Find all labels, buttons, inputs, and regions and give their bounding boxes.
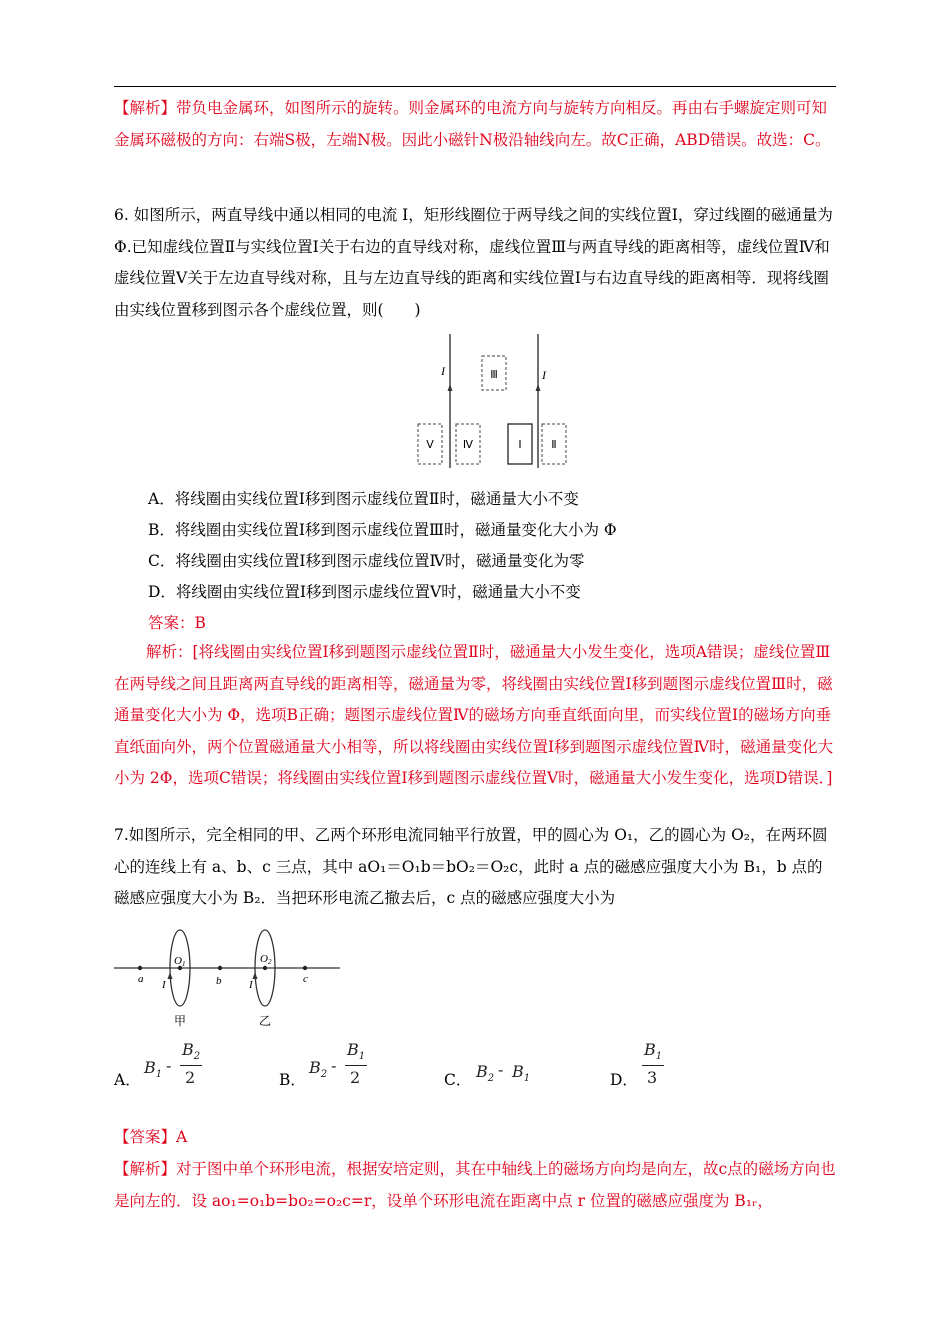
- label-o1-main: O: [174, 955, 182, 967]
- choice-b-term1-main: B: [309, 1058, 321, 1077]
- right-current-arrow-icon: [536, 384, 541, 391]
- q6-option-c: C．将线圈由实线位置Ⅰ移到图示虚线位置Ⅳ时，磁通量变化为零: [148, 552, 585, 570]
- current-label-right: I: [542, 368, 546, 382]
- q7-analysis: 【解析】对于图中单个环形电流，根据安培定则，其在中轴线上的磁场方向均是向左，故c点的磁场方向也是向左的．设 ao₁=o₁b=bo₂=o₂c=r，设单个环形电流在距离中点 r 位置的磁感应强度为 B₁ᵣ，: [114, 1160, 836, 1210]
- choice-a-num: [182, 1040, 200, 1062]
- choice-b-num-main: B: [347, 1040, 359, 1059]
- choice-c-term2-main: B: [512, 1062, 524, 1081]
- choice-b-term1: [309, 1058, 327, 1080]
- analysis-text: 带负电金属环，如图所示的旋转。则金属环的电流方向与旋转方向相反。再由右手螺旋定则可知金属环磁极的方向：右端S极，左端N极。因此小磁针N极沿轴线向左。故C正确，ABD错误。故选：C。: [114, 99, 831, 149]
- analysis-tag: 【解析】: [114, 99, 177, 117]
- box-III-label: Ⅲ: [490, 369, 498, 381]
- choice-d-num: [644, 1040, 662, 1062]
- choice-d-num-main: B: [644, 1040, 656, 1059]
- q6-answer: 答案：B: [148, 614, 206, 632]
- choice-b-label: B．: [279, 1071, 306, 1089]
- ring2-current-arrow-icon: [253, 972, 258, 979]
- point-b: [218, 966, 222, 970]
- choice-a-op: -: [166, 1056, 172, 1075]
- analysis-top: [114, 93, 838, 156]
- q6-figure: [414, 330, 574, 470]
- choice-b-num: [347, 1040, 365, 1062]
- choice-d-bar: [642, 1065, 664, 1066]
- box-II-label: Ⅱ: [551, 439, 557, 451]
- choice-d-den: 3: [647, 1068, 658, 1087]
- choice-c-term1: [476, 1062, 494, 1084]
- choice-d-num-sub: 1: [655, 1051, 663, 1063]
- choice-a-num-main: B: [182, 1040, 194, 1059]
- current-label-left: I: [441, 364, 445, 378]
- point-o2: [263, 966, 267, 970]
- box-V-label: Ⅴ: [426, 439, 434, 451]
- box-IV-label: Ⅳ: [462, 439, 474, 451]
- choice-a-bar: [180, 1065, 202, 1066]
- choice-b-den: 2: [350, 1068, 361, 1087]
- label-o2: [260, 953, 272, 966]
- choice-b-bar: [345, 1065, 367, 1066]
- choice-c-term2: [512, 1062, 530, 1084]
- q6-option-b: B．将线圈由实线位置Ⅰ移到图示虚线位置Ⅲ时，磁通量变化大小为 Φ: [148, 521, 617, 539]
- choice-b-op: -: [331, 1056, 337, 1075]
- q6-option-d: D．将线圈由实线位置Ⅰ移到图示虚线位置Ⅴ时，磁通量大小不变: [148, 583, 581, 601]
- q6-stem: 6. 如图所示，两直导线中通以相同的电流 I，矩形线圈位于两导线之间的实线位置Ⅰ，穿过线圈的磁通量为 Φ.已知虚线位置Ⅱ与实线位置Ⅰ关于右边的直导线对称，虚线位置Ⅲ与两直导线的距离相等，虚线位置Ⅳ和虚线位置Ⅴ关于左边直导线对称，且与左边直导线的距离和实线位置Ⅰ与右边直导线的距离相等．现将线圈由实线位置移到图示各个虚线位置，则( ): [114, 206, 833, 319]
- q7-choice-c: [444, 1040, 564, 1096]
- choice-d-label: D．: [610, 1071, 638, 1089]
- choice-c-term1-main: B: [476, 1062, 488, 1081]
- choice-c-term2-sub: 1: [523, 1073, 531, 1085]
- label-yi: 乙: [259, 1014, 272, 1028]
- point-c: [303, 966, 307, 970]
- label-i2: I: [249, 979, 253, 991]
- choice-a-term1-main: B: [144, 1058, 156, 1077]
- choice-a-den: 2: [185, 1068, 196, 1087]
- choice-a-label: A．: [114, 1071, 141, 1089]
- choice-b-num-sub: 1: [358, 1051, 366, 1063]
- q6-option-a: A．将线圈由实线位置Ⅰ移到图示虚线位置Ⅱ时，磁通量大小不变: [148, 490, 579, 508]
- q6-analysis: 解析：[将线圈由实线位置Ⅰ移到题图示虚线位置Ⅱ时，磁通量大小发生变化，选项A错误；虚线位置Ⅲ在两导线之间且距离两直导线的距离相等，磁通量为零，将线圈由实线位置Ⅰ移到题图示虚线位置Ⅲ时，磁通量变化大小为 Φ，选项B正确；题图示虚线位置Ⅳ的磁场方向垂直纸面向里，而实线位置Ⅰ的磁场方向垂直纸面向外，两个位置磁通量大小相等，所以将线圈由实线位置Ⅰ移到题图示虚线位置Ⅳ时，磁通量变化大小为 2Φ，选项C错误；将线圈由实线位置Ⅰ移到题图示虚线位置Ⅴ时，磁通量大小发生变化，选项D错误．]: [114, 643, 834, 787]
- choice-b-term1-sub: 2: [320, 1069, 328, 1081]
- label-b: b: [216, 975, 222, 987]
- label-a: a: [138, 973, 144, 985]
- q7-stem: 7.如图所示，完全相同的甲、乙两个环形电流同轴平行放置，甲的圆心为 O₁，乙的圆心为 O₂，在两环圆心的连线上有 a、b、c 三点，其中 aO₁＝O₁b＝bO₂＝O₂c，此时 a 点的磁感应强度大小为 B₁，b 点的磁感应强度大小为 B₂．当把环形电流乙撤去后，c 点的磁感应强度大小为: [114, 826, 828, 907]
- choice-c-term1-sub: 2: [487, 1073, 495, 1085]
- label-o1-sub: 1: [181, 960, 186, 968]
- choice-a-term1: [144, 1058, 162, 1080]
- choice-c-op: -: [498, 1060, 504, 1079]
- choice-a-num-sub: 2: [193, 1051, 201, 1063]
- ring1-current-arrow-icon: [168, 972, 173, 979]
- label-o1: [174, 955, 185, 968]
- left-current-arrow-icon: [448, 384, 453, 391]
- q7-answer: 【答案】A: [114, 1128, 188, 1146]
- box-I-label: Ⅰ: [518, 439, 522, 451]
- point-a: [138, 966, 142, 970]
- label-jia: 甲: [174, 1014, 187, 1028]
- choice-a-term1-sub: 1: [155, 1069, 163, 1081]
- q7-choice-b: [279, 1040, 399, 1096]
- label-c: c: [303, 973, 308, 985]
- label-o2-sub: 2: [267, 958, 272, 966]
- q7-choice-d: [610, 1040, 690, 1096]
- label-i1: I: [162, 979, 166, 991]
- q7-choice-a: [114, 1040, 234, 1096]
- header-rule: [114, 86, 836, 87]
- label-o2-main: O: [260, 953, 268, 965]
- q7-figure: [112, 926, 342, 1032]
- choice-c-label: C．: [444, 1071, 472, 1089]
